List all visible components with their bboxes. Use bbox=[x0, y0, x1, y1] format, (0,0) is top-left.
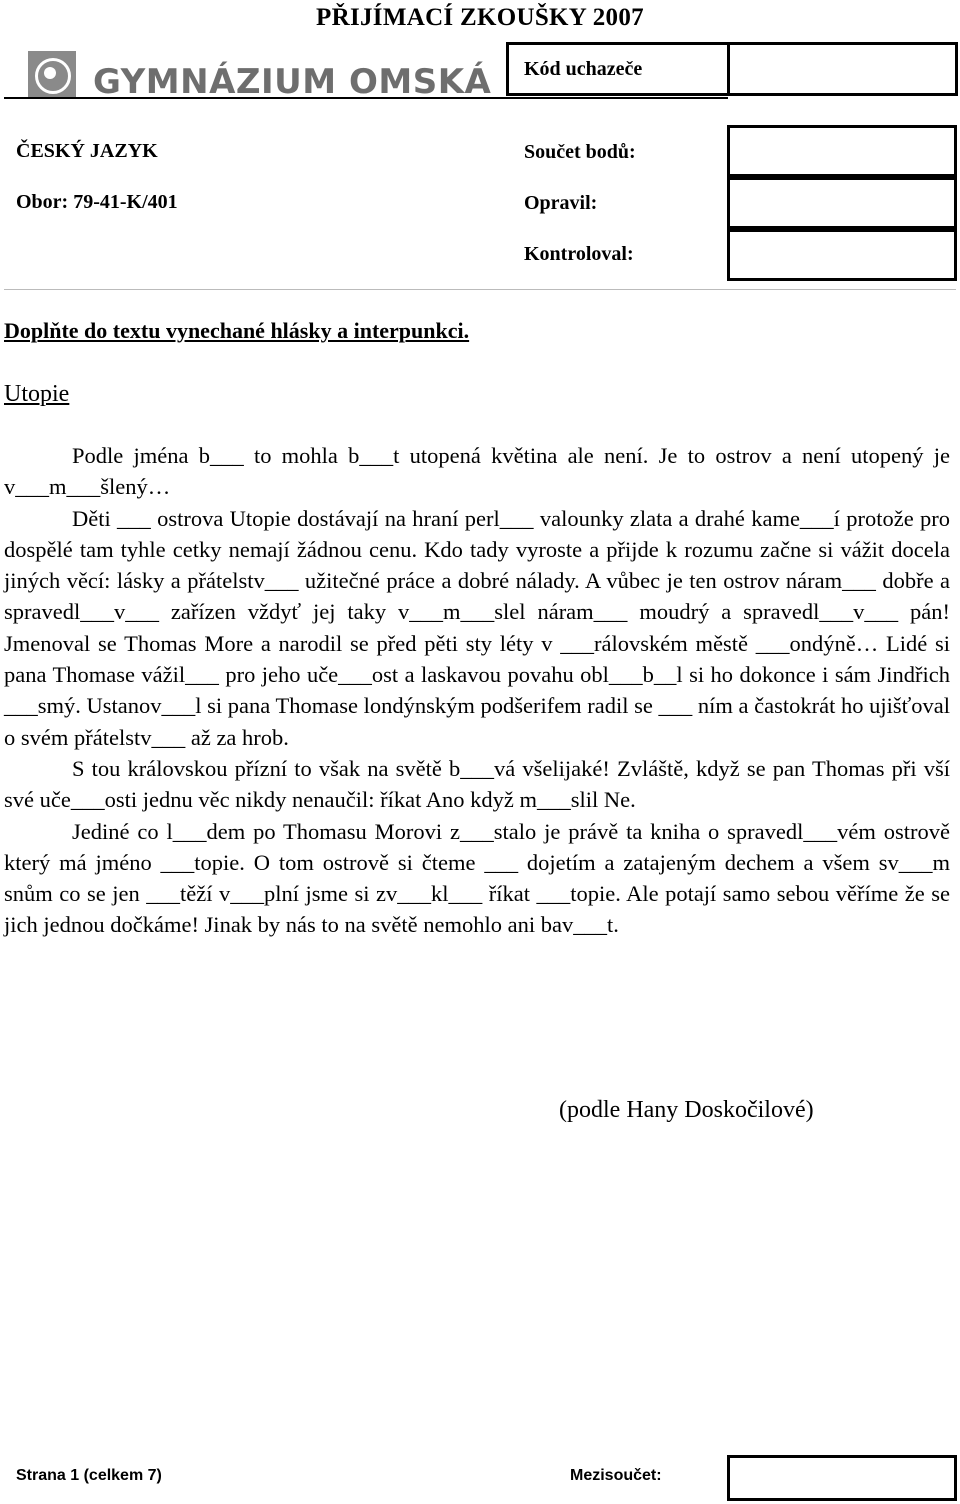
exam-title: PŘIJÍMACÍ ZKOUŠKY 2007 bbox=[316, 4, 644, 31]
header-underline bbox=[4, 97, 728, 99]
exercise-paragraph: Podle jména b___ to mohla b___t utopená květina ale není. Je to ostrov a není utopený je v___m___šlený… bbox=[4, 443, 950, 500]
candidate-code-label: Kód uchazeče bbox=[524, 58, 643, 80]
field-of-study-label: Obor: 79-41-K/401 bbox=[16, 191, 178, 213]
school-logo-icon bbox=[28, 51, 76, 99]
exercise-paragraph: S tou královskou přízní to však na světě b___vá všelijaké! Zvláště, když se pan Thomas při vší své uče___osti jednu věc nikdy nenaučil: říkat Ano když m___slil Ne. bbox=[4, 755, 950, 813]
subject-label: ČESKÝ JAZYK bbox=[16, 140, 158, 162]
total-points-box[interactable] bbox=[727, 125, 957, 177]
school-name: GYMNÁZIUM OMSKÁ bbox=[93, 62, 492, 102]
checked-by-label: Kontroloval: bbox=[524, 243, 634, 265]
attribution: (podle Hany Doskočilové) bbox=[559, 1097, 814, 1123]
section-divider bbox=[4, 289, 956, 290]
subtotal-box[interactable] bbox=[727, 1455, 957, 1501]
exercise-text bbox=[4, 440, 950, 941]
text-title: Utopie bbox=[4, 381, 70, 407]
exercise-paragraph: Děti ___ ostrova Utopie dostávají na hraní perl___ valounky zlata a drahé kame___í protože pro dospělé tam tyhle cetky nemají žádnou cenu. Kdo tady vyroste a přijde k rozumu začne si vážit docela jiných věcí: lásky a přátelstv___ užitečné práce a dobré nálady. A vůbec je ten ostrov náram___ dobře a spravedl___v___ zařízen vždyť jej taky v___m___slel náram___ moudrý a spravedl___v___ pán! Jmenoval se Thomas More a narodil se před pěti sty léty v ___rálovském městě ___ondýně… Lidé si pana Thomase vážil___ pro jeho uče___ost a laskavou povahu obl___b__l si ho dokonce i sám Jindřich ___smý. Ustanov___l si pana Thomase londýnským podšerifem radil se ___ ním a častokrát ho ujišťoval o svém přátelstv___ až za hrob. bbox=[4, 505, 950, 750]
total-points-label: Součet bodů: bbox=[524, 141, 636, 163]
corrected-by-label: Opravil: bbox=[524, 192, 598, 214]
exercise-paragraph: Jediné co l___dem po Thomasu Morovi z___stalo je právě ta kniha o spravedl___vém ostrově který má jméno ___topie. O tom ostrově si čteme ___ dojetím a zatajeným dechem a všem sv___m snům co se jen ___těží v___plní jsme si zv___kl___ říkat ___topie. Ale potají samo sebou věříme že se jich jednou dočkáme! Jinak by nás to na světě nemohlo ani bav___t. bbox=[4, 818, 950, 938]
task-instruction: Doplňte do textu vynechané hlásky a interpunkci. bbox=[4, 318, 470, 343]
checked-by-box[interactable] bbox=[727, 229, 957, 281]
corrected-by-box[interactable] bbox=[727, 177, 957, 229]
candidate-code-divider bbox=[727, 42, 730, 96]
page-number: Strana 1 (celkem 7) bbox=[16, 1467, 162, 1484]
subtotal-label: Mezisoučet: bbox=[570, 1467, 662, 1484]
